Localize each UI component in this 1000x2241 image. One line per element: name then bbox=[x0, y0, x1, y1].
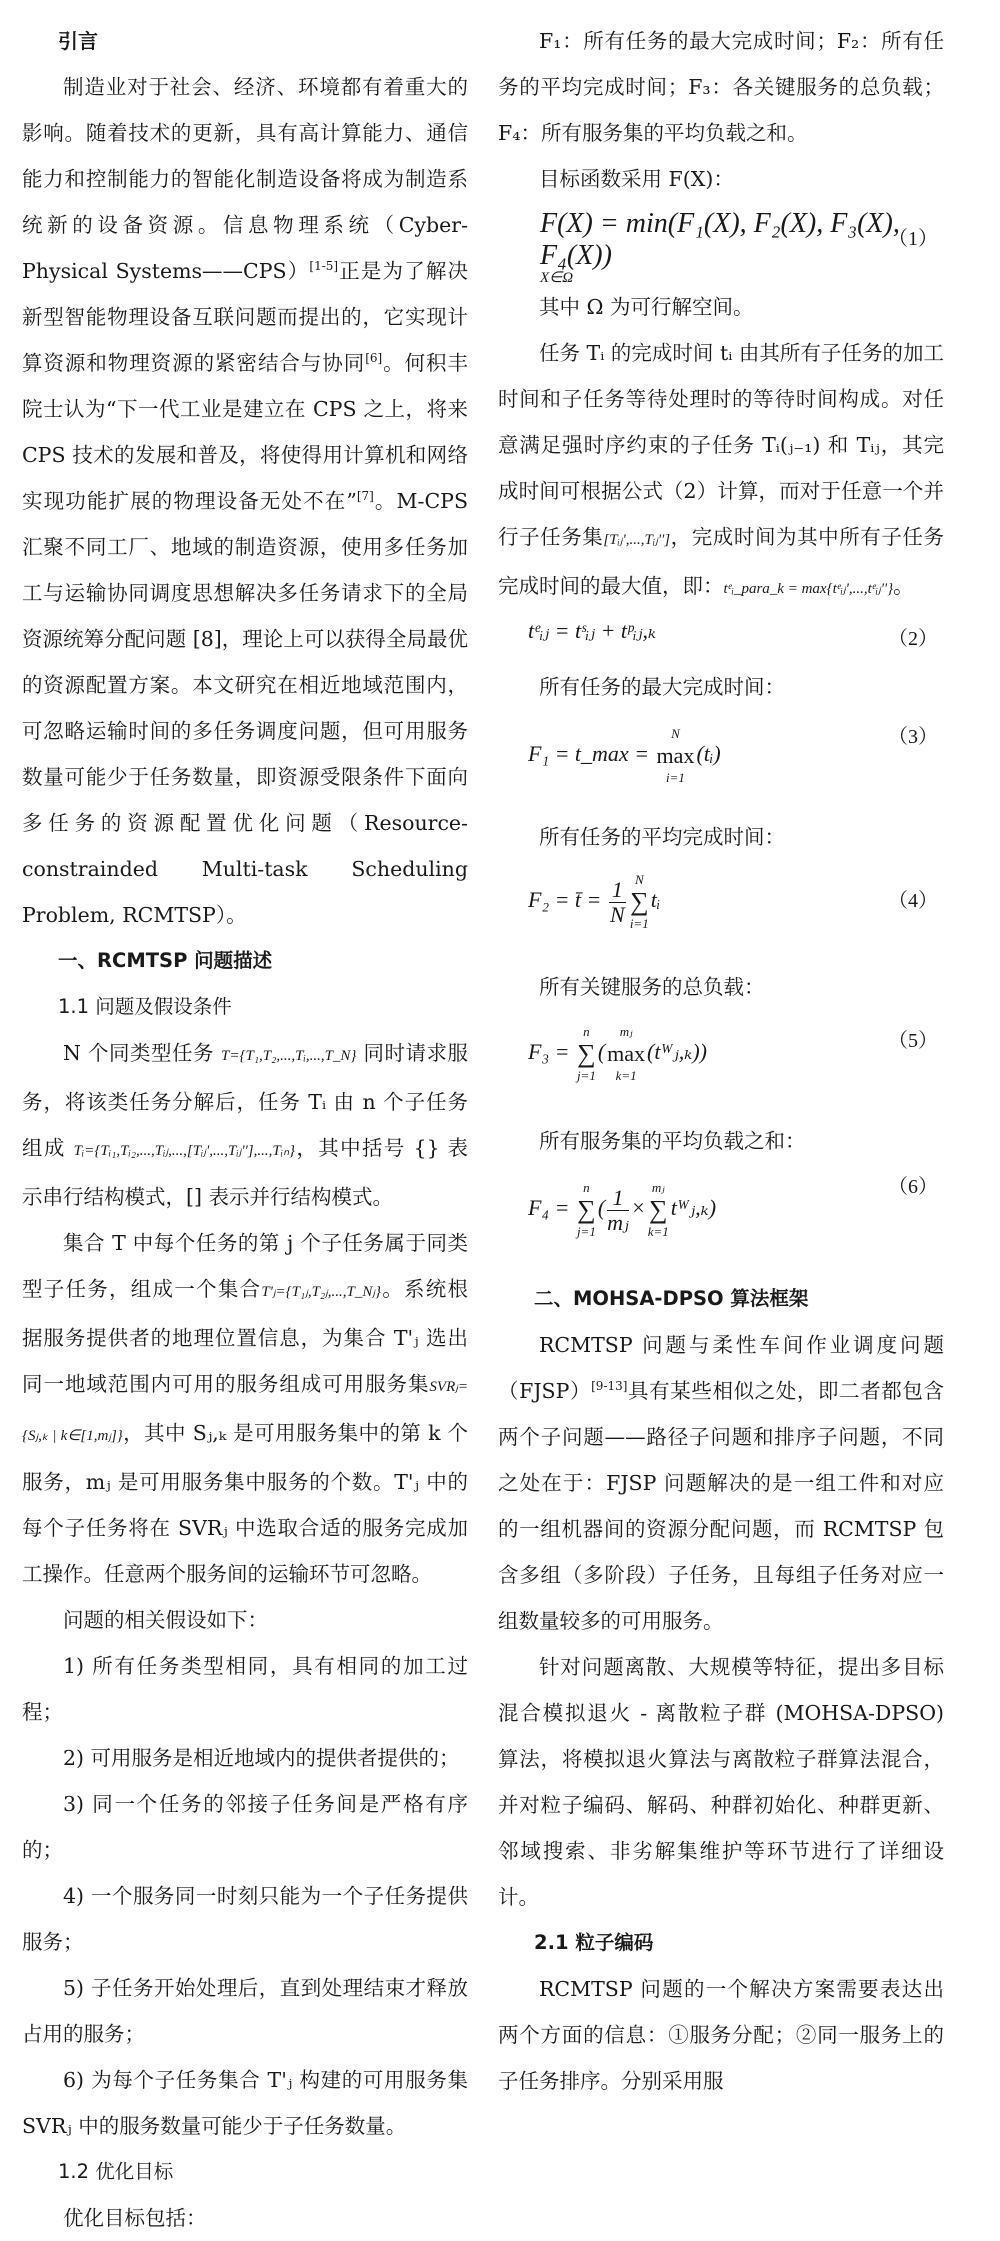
assumption-item: 4) 一个服务同一时刻只能为一个子任务提供服务； bbox=[22, 1884, 468, 1954]
right-column bbox=[498, 18, 944, 2104]
equation-2 bbox=[498, 618, 944, 658]
math-inline: [Tᵢⱼ',...,Tᵢⱼ''] bbox=[603, 532, 671, 548]
equation-1-body: F(X) = min(F₁(X), F₂(X), F₃(X), F₄(X)) bbox=[540, 208, 900, 271]
avg-time-label: 所有任务的平均完成时间： bbox=[539, 825, 785, 849]
equation-number: （2） bbox=[888, 628, 938, 650]
intro-heading: 引言 bbox=[58, 29, 98, 53]
equation-2-body: tᵉᵢⱼ = tˢᵢⱼ + tᵖᵢⱼ,ₖ bbox=[528, 618, 657, 643]
set-paragraph: 集合 T 中每个任务的第 j 个子任务属于同类型子任务，组成一个集合T'ⱼ={T₁ⱼ,T₂ⱼ,...,T_Nⱼ}。系统根据服务提供者的地理位置信息，为集合 T'ⱼ 选出同一地域范围内可用的服务组成可用服务集SVRⱼ={Sⱼ,ₖ | k∈[1,mⱼ]}，其中 Sⱼ,ₖ 是可用服务集中的第 k 个服务，mⱼ 是可用服务集中服务的个数。T'ⱼ 中的每个子任务将在 SVRⱼ 中选取合适的服务完成加工操作。任意两个服务间的运输环节可忽略。 bbox=[22, 1231, 469, 1586]
max-time-label: 所有任务的最大完成时间： bbox=[539, 675, 785, 699]
equation-number: （1） bbox=[888, 228, 938, 250]
equation-4 bbox=[498, 866, 944, 958]
equation-4-body: F₂ = t̄ = $\frac{1}{N}$ N ∑ i=1 tᵢ bbox=[528, 872, 661, 931]
key-load-label: 所有关键服务的总负载： bbox=[539, 975, 765, 999]
assumption-intro: 问题的相关假设如下： bbox=[63, 1608, 268, 1632]
assumption-item: 2) 可用服务是相近地域内的提供者提供的； bbox=[63, 1746, 460, 1770]
equation-3-body: F₁ = t_max = N max i=1 (tᵢ) bbox=[528, 726, 721, 785]
avg-load-label: 所有服务集的平均负载之和： bbox=[539, 1129, 806, 1153]
tasks-paragraph: N 个同类型任务 T={T₁,T₂,...,Tᵢ,...,T_N} 同时请求服务，将该类任务分解后，任务 Tᵢ 由 n 个子任务组成 Tᵢ={Tᵢ₁,Tᵢ₂,...,Tᵢⱼ,...,[Tᵢⱼ',...,Tᵢⱼ''],...,Tᵢₙ}，其中括号 {} 表示串行结构模式，[] 表示并行结构模式。 bbox=[22, 1041, 468, 1209]
equation-5-body: F₃ = n ∑ j=1 ( mⱼ max k=1 (tᵂⱼ,ₖ)) bbox=[528, 1024, 707, 1083]
section-1-2-heading: 1.2 优化目标 bbox=[58, 2160, 174, 2183]
section-2-1-paragraph: RCMTSP 问题的一个解决方案需要表达出两个方面的信息：①服务分配；②同一服务上的子任务排序。分别采用服 bbox=[498, 1977, 944, 2093]
equation-6 bbox=[498, 1170, 944, 1270]
math-inline: SVRⱼ={Sⱼ,ₖ | k∈[1,mⱼ]} bbox=[22, 1379, 468, 1444]
section-2-1-heading: 2.1 粒子编码 bbox=[534, 1931, 654, 1954]
assumption-item: 6) 为每个子任务集合 T'ⱼ 构建的可用服务集 SVRⱼ 中的服务数量可能少于子任务数量。 bbox=[22, 2068, 468, 2138]
equation-number: （4） bbox=[888, 890, 938, 912]
goal-intro: 优化目标包括： bbox=[63, 2206, 207, 2230]
section-2-paragraph-1: RCMTSP 问题与柔性车间作业调度问题（FJSP）[9-13]具有某些相似之处，即二者都包含两个子问题——路径子问题和排序子问题，不同之处在于：FJSP 问题解决的是一组工件和对应的一组机器间的资源分配问题，而 RCMTSP 包含多组（多阶段）子任务，且每组子任务对应一组数量较多的可用服务。 bbox=[498, 1333, 945, 1633]
intro-paragraph: 制造业对于社会、经济、环境都有着重大的影响。随着技术的更新，具有高计算能力、通信能力和控制能力的智能化制造设备将成为制造系统新的设备资源。信息物理系统（Cyber-Physical Systems——CPS）[1-5]正是为了解决新型智能物理设备互联问题而提出的，它实现计算资源和物理资源的紧密结合与协同[6]。何积丰院士认为“下一代工业是建立在 CPS 之上，将来 CPS 技术的发展和普及，将使得用计算机和网络实现功能扩展的物理设备无处不在”[7]。M-CPS 汇聚不同工厂、地域的制造资源，使用多任务加工与运输协同调度思想解决多任务请求下的全局资源统筹分配问题 [8]，理论上可以获得全局最优的资源配置方案。本文研究在相近地域范围内，可忽略运输时间的多任务调度问题，但可用服务数量可能少于任务数量，即资源受限条件下面向多任务的资源配置优化问题（Resource-constrainded Multi-task Scheduling Problem, RCMTSP）。 bbox=[22, 75, 469, 927]
equation-1-domain: X∈Ω bbox=[540, 270, 574, 286]
objective-function-intro: 目标函数采用 F(X)： bbox=[539, 167, 734, 191]
citation: [7] bbox=[356, 489, 374, 504]
section-2-heading: 二、MOHSA-DPSO 算法框架 bbox=[534, 1287, 809, 1310]
equation-1 bbox=[498, 208, 944, 286]
equation-5 bbox=[498, 1016, 944, 1112]
assumption-item: 5) 子任务开始处理后，直到处理结束才释放占用的服务； bbox=[22, 1976, 468, 2046]
equation-number: （6） bbox=[888, 1176, 938, 1198]
equation-number: （3） bbox=[888, 726, 938, 748]
equation-6-body: F₄ = n ∑ j=1 ( $\frac{1}{\text{mⱼ}}$ × mⱼ ∑ k=1 tᵂⱼ,ₖ) bbox=[528, 1180, 717, 1239]
omega-text: 其中 Ω 为可行解空间。 bbox=[539, 295, 754, 319]
citation: [1-5] bbox=[309, 259, 339, 274]
math-inline: T={T₁,T₂,...,Tᵢ,...,T_N} bbox=[221, 1048, 357, 1064]
section-2-paragraph-2: 针对问题离散、大规模等特征，提出多目标混合模拟退火 - 离散粒子群 (MOHSA-DPSO) 算法，将模拟退火算法与离散粒子群算法混合，并对粒子编码、解码、种群初始化、种群更新、邻域搜索、非劣解集维护等环节进行了详细设计。 bbox=[498, 1655, 944, 1909]
citation: [6] bbox=[365, 351, 383, 366]
math-inline: Tᵢ={Tᵢ₁,Tᵢ₂,...,Tᵢⱼ,...,[Tᵢⱼ',...,Tᵢⱼ''],...,Tᵢₙ} bbox=[73, 1143, 296, 1159]
equation-number: （5） bbox=[888, 1030, 938, 1052]
citation: [9-13] bbox=[591, 1379, 628, 1394]
math-inline: T'ⱼ={T₁ⱼ,T₂ⱼ,...,T_Nⱼ} bbox=[261, 1284, 381, 1300]
equation-3 bbox=[498, 716, 944, 808]
section-1-heading: 一、RCMTSP 问题描述 bbox=[58, 949, 273, 972]
objectives-paragraph: F₁：所有任务的最大完成时间；F₂：所有任务的平均完成时间；F₃：各关键服务的总负载；F₄：所有服务集的平均负载之和。 bbox=[498, 29, 944, 145]
math-inline: tᵉᵢ_para_k = max{tᵉᵢⱼ',...,tᵉᵢⱼ''} bbox=[723, 581, 894, 597]
section-1-1-heading: 1.1 问题及假设条件 bbox=[58, 995, 232, 1018]
left-column bbox=[22, 18, 468, 2241]
assumption-item: 1) 所有任务类型相同，具有相同的加工过程； bbox=[22, 1654, 468, 1724]
completion-paragraph: 任务 Tᵢ 的完成时间 tᵢ 由其所有子任务的加工时间和子任务等待处理时的等待时间构成。对任意满足强时序约束的子任务 Tᵢ(ⱼ₋₁) 和 Tᵢⱼ，其完成时间可根据公式（2）计算，而对于任意一个并行子任务集[Tᵢⱼ',...,Tᵢⱼ'']，完成时间为其中所有子任务完成时间的最大值，即：tᵉᵢ_para_k = max{tᵉᵢⱼ',...,tᵉᵢⱼ''}。 bbox=[498, 341, 945, 598]
assumption-item: 3) 同一个任务的邻接子任务间是严格有序的； bbox=[22, 1792, 468, 1862]
